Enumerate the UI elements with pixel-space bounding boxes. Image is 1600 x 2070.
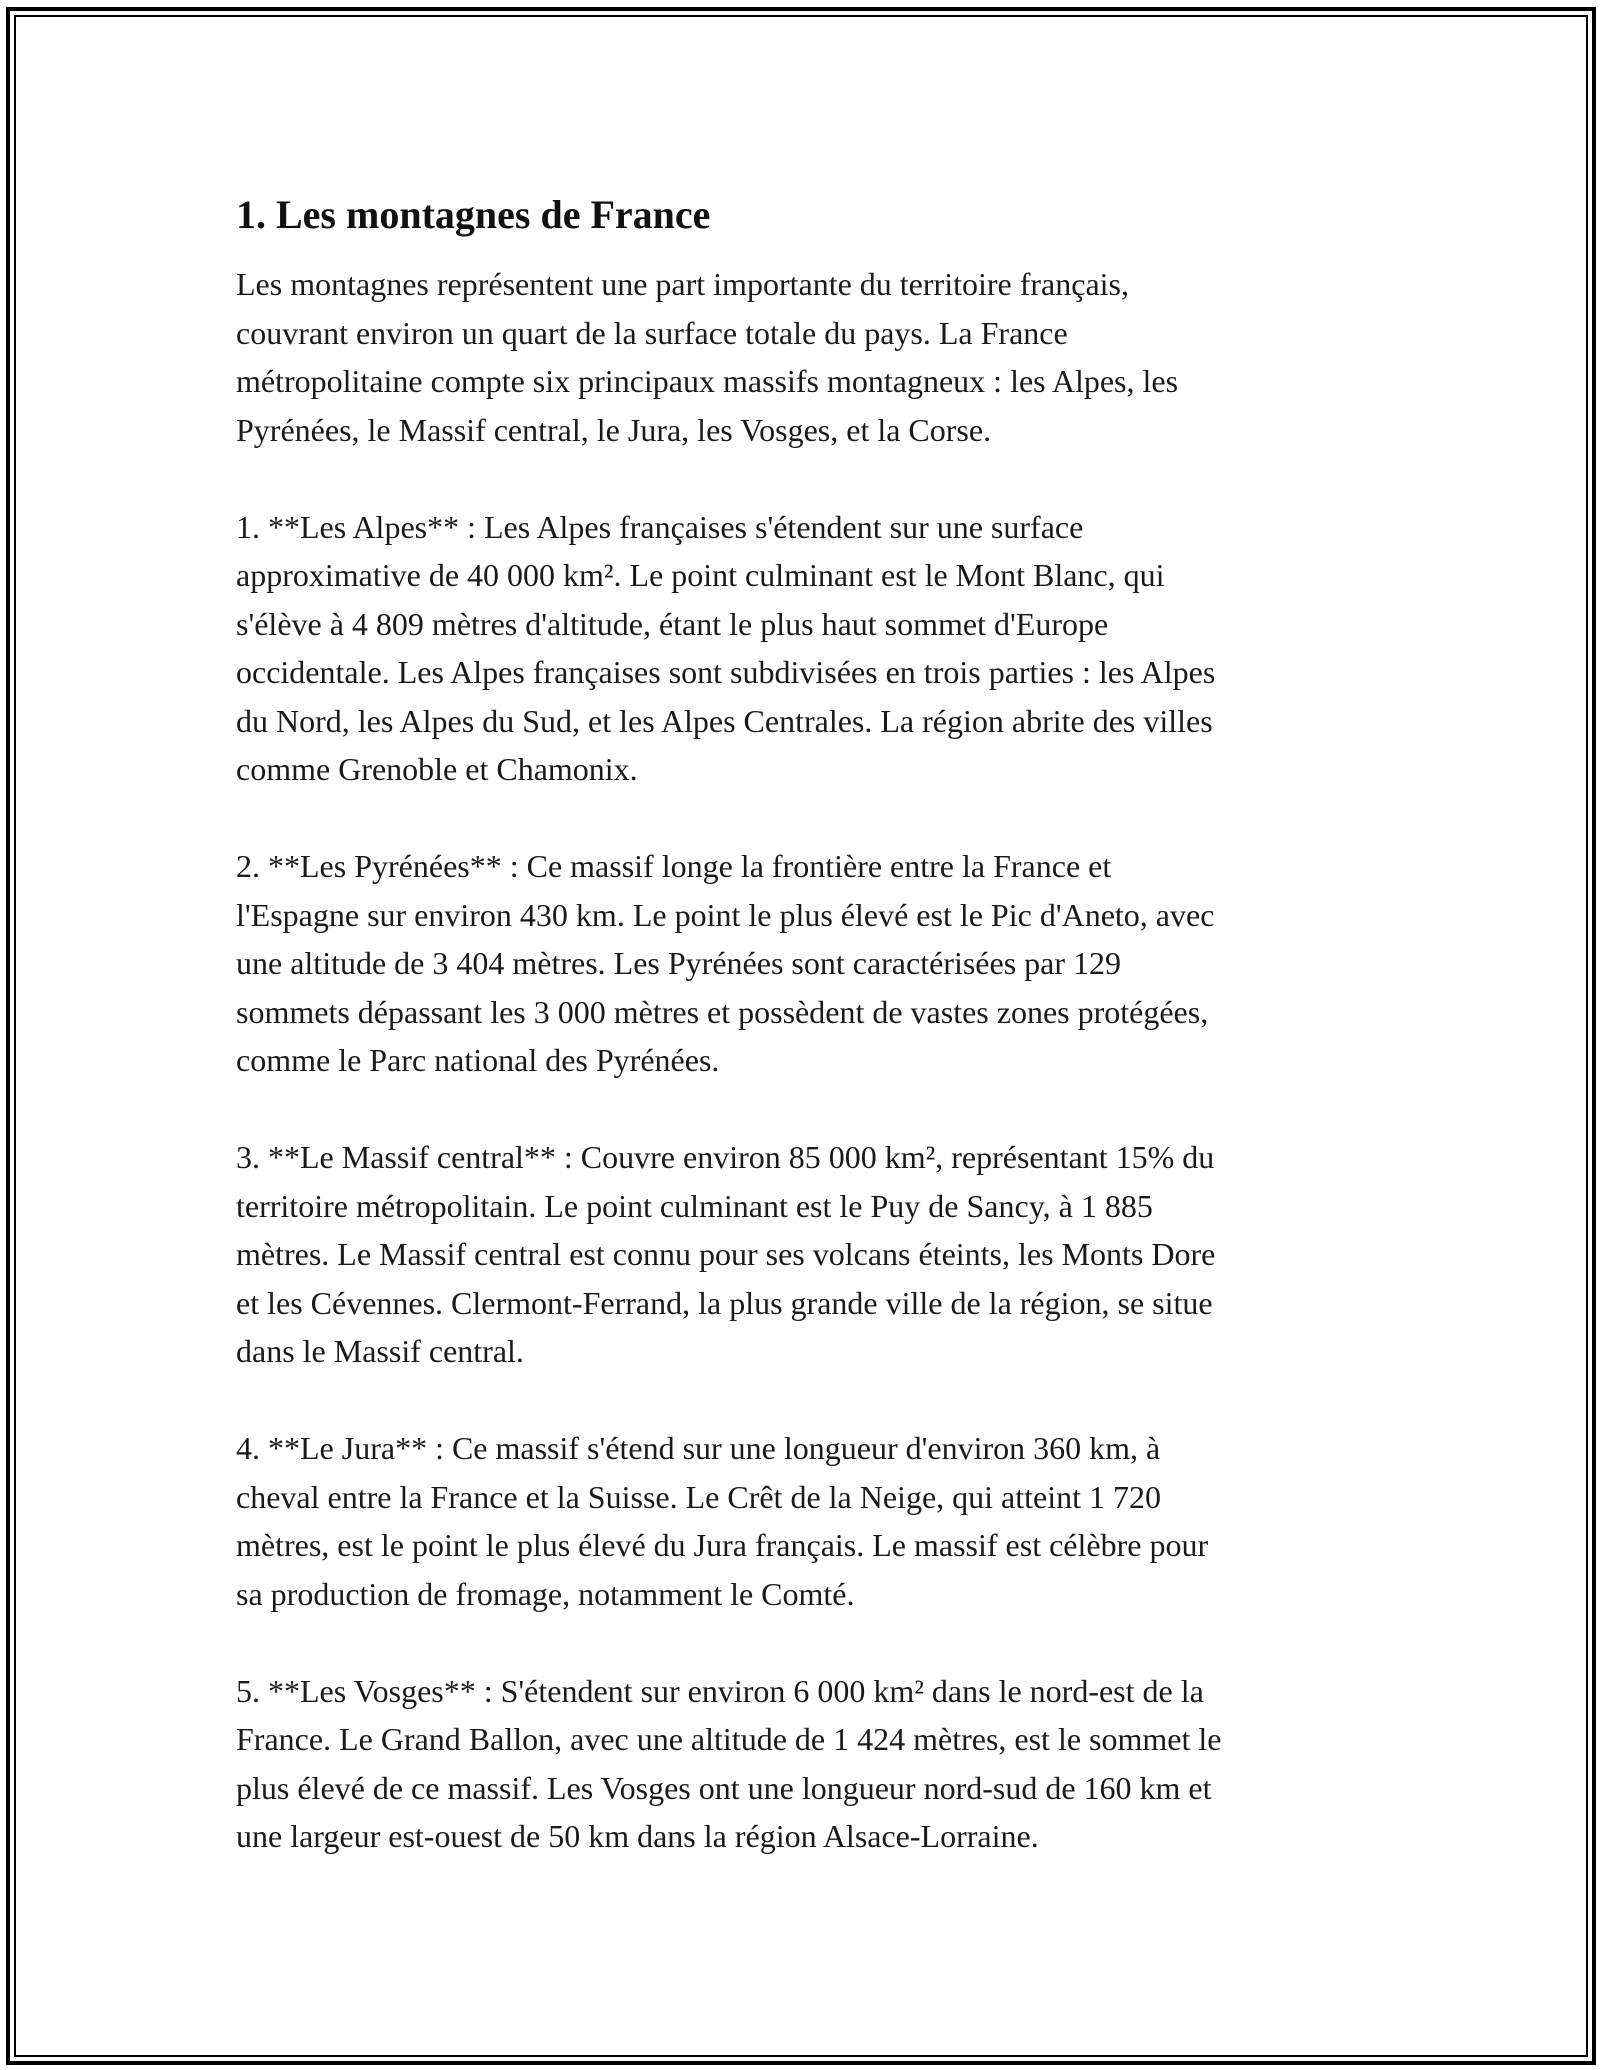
document-body (236, 188, 1376, 1861)
list-item-vosges: 5. **Les Vosges** : S'étendent sur environ 6 000 km² dans le nord-est de la France. Le Grand Ballon, avec une altitude de 1 424 mètres, est le sommet le plus élevé de ce massif. Les Vosges ont une longueur nord-sud de 160 km et une largeur est-ouest de 50 km dans la région Alsace-Lorraine. (236, 1672, 1222, 1854)
list-item-massif-central: 3. **Le Massif central** : Couvre environ 85 000 km², représentant 15% du territoire métropolitain. Le point culminant est le Puy de Sancy, à 1 885 mètres. Le Massif central est connu pour ses volcans éteints, les Monts Dore et les Cévennes. Clermont-Ferrand, la plus grande ville de la région, se situe dans le Massif central. (236, 1139, 1216, 1369)
list-item-alpes: 1. **Les Alpes** : Les Alpes françaises s'étendent sur une surface approximative de 40 000 km². Le point culminant est le Mont Blanc, qui s'élève à 4 809 mètres d'altitude, étant le plus haut sommet d'Europe occidentale. Les Alpes françaises sont subdivisées en trois parties : les Alpes du Nord, les Alpes du Sud, et les Alpes Centrales. La région abrite des villes comme Grenoble et Chamonix. (236, 508, 1216, 787)
list-item-pyrenees: 2. **Les Pyrénées** : Ce massif longe la frontière entre la France et l'Espagne sur environ 430 km. Le point le plus élevé est le Pic d'Aneto, avec une altitude de 3 404 mètres. Les Pyrénées sont caractérisées par 129 sommets dépassant les 3 000 mètres et possèdent de vastes zones protégées, comme le Parc national des Pyrénées. (236, 848, 1215, 1078)
intro-paragraph: Les montagnes représentent une part importante du territoire français, couvrant environ un quart de la surface totale du pays. La France métropolitaine compte six principaux massifs montagneux : les Alpes, les Pyrénées, le Massif central, le Jura, les Vosges, et la Corse. (236, 266, 1179, 448)
list-item-jura: 4. **Le Jura** : Ce massif s'étend sur une longueur d'environ 360 km, à cheval entre la France et la Suisse. Le Crêt de la Neige, qui atteint 1 720 mètres, est le point le plus élevé du Jura français. Le massif est célèbre pour sa production de fromage, notamment le Comté. (236, 1430, 1209, 1612)
section-title: 1. Les montagnes de France (236, 192, 711, 237)
